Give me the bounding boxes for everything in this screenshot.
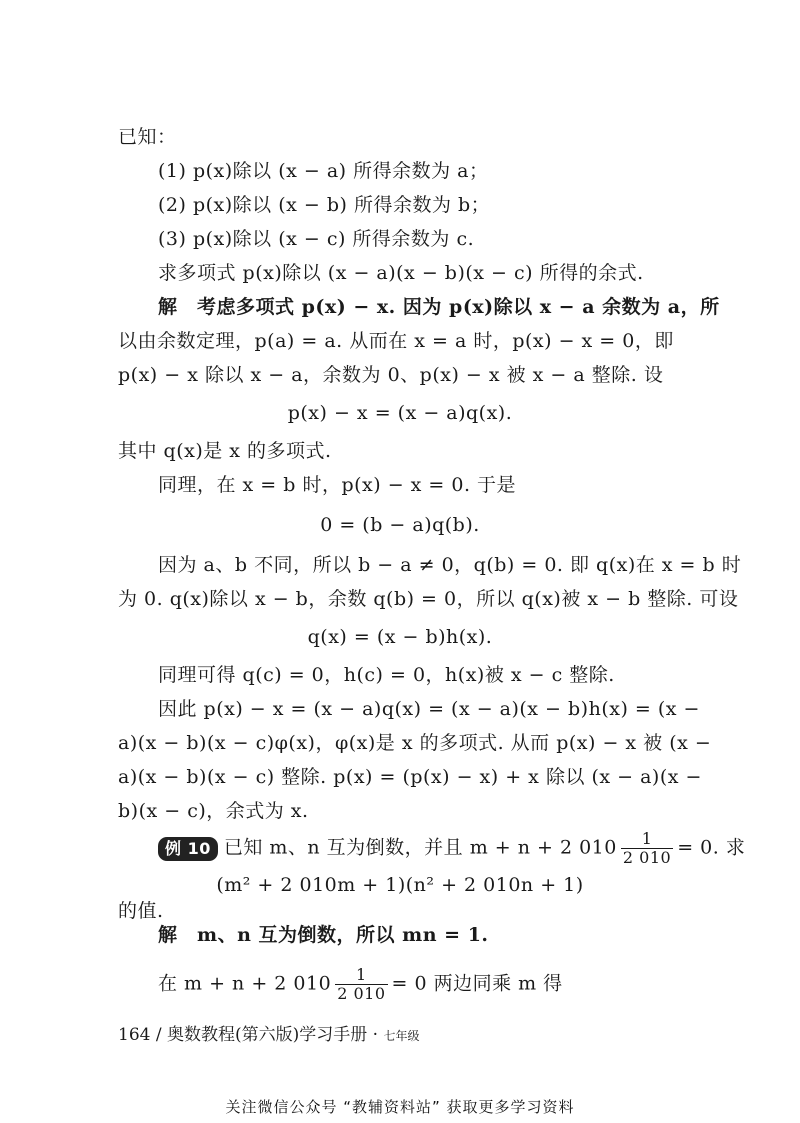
- last-text-start: 在 m + n + 2 010: [158, 972, 332, 995]
- page-footer: [118, 1020, 419, 1045]
- equation-1: p(x) − x = (x − a)q(x).: [287, 402, 513, 424]
- solution-line-6: 因为 a、b 不同，所以 b − a ≠ 0，q(b) = 0. 即 q(x)在 x = b 时: [158, 554, 742, 576]
- solution-line-9: 因此 p(x) − x = (x − a)q(x) = (x − a)(x − b)h(x) = (x −: [158, 698, 700, 720]
- equation-3: q(x) = (x − b)h(x).: [307, 626, 493, 648]
- condition-3: (3) p(x)除以 (x − c) 所得余数为 c.: [158, 228, 475, 250]
- solution-line-1: 解 考虑多项式 p(x) − x. 因为 p(x)除以 x − a 余数为 a，所: [158, 296, 720, 318]
- last-fraction: [335, 966, 387, 1003]
- known-label: 已知：: [118, 126, 177, 148]
- footer-text: 164 / 奥数教程(第六版)学习手册 ·: [118, 1025, 379, 1045]
- solution-line-3: p(x) − x 除以 x − a，余数为 0、p(x) − x 被 x − a 整除. 设: [118, 364, 664, 386]
- example-text-end: = 0. 求: [677, 836, 746, 859]
- condition-1: (1) p(x)除以 (x − a) 所得余数为 a；: [158, 160, 489, 182]
- solution-line-7: 为 0. q(x)除以 x − b，余数 q(b) = 0，所以 q(x)被 x − b 整除. 可设: [118, 588, 739, 610]
- fraction: [621, 830, 673, 867]
- solution-line-11: a)(x − b)(x − c) 整除. p(x) = (p(x) − x) + x 除以 (x − a)(x −: [118, 766, 702, 788]
- last-text-end: = 0 两边同乘 m 得: [391, 972, 563, 995]
- fraction-numerator: 1: [621, 830, 673, 849]
- solution-line-4: 其中 q(x)是 x 的多项式.: [118, 440, 332, 462]
- solution-line-10: a)(x − b)(x − c)φ(x)，φ(x)是 x 的多项式. 从而 p(x) − x 被 (x −: [118, 732, 712, 754]
- solution-mn-line: 解 m、n 互为倒数，所以 mn = 1.: [158, 924, 489, 946]
- solution-line-12: b)(x − c)，余式为 x.: [118, 800, 309, 822]
- question-line: 求多项式 p(x)除以 (x − a)(x − b)(x − c) 所得的余式.: [158, 262, 644, 284]
- fraction-denominator: 2 010: [622, 848, 672, 867]
- last-fraction-numerator: 1: [335, 966, 387, 985]
- footer-grade: 七年级: [383, 1029, 420, 1043]
- solution-line-8: 同理可得 q(c) = 0，h(c) = 0，h(x)被 x − c 整除.: [158, 664, 615, 686]
- example-10-statement: [0, 830, 800, 867]
- solution-line-5: 同理，在 x = b 时，p(x) − x = 0. 于是: [158, 474, 517, 496]
- condition-2: (2) p(x)除以 (x − b) 所得余数为 b；: [158, 194, 491, 216]
- last-fraction-denominator: 2 010: [337, 984, 386, 1003]
- target-expression: (m² + 2 010m + 1)(n² + 2 010n + 1): [216, 874, 584, 896]
- equation-2: 0 = (b − a)q(b).: [320, 514, 480, 536]
- example-text: 已知 m、n 互为倒数，并且 m + n + 2 010: [223, 836, 617, 859]
- example-label: 例 10: [158, 837, 218, 861]
- value-line: 的值.: [118, 900, 164, 922]
- solution-line-2: 以由余数定理，p(a) = a. 从而在 x = a 时，p(x) − x = 0，即: [118, 330, 674, 352]
- bottom-banner: 关注微信公众号 “教辅资料站” 获取更多学习资料: [225, 1098, 575, 1116]
- last-equation-line: [0, 966, 800, 1003]
